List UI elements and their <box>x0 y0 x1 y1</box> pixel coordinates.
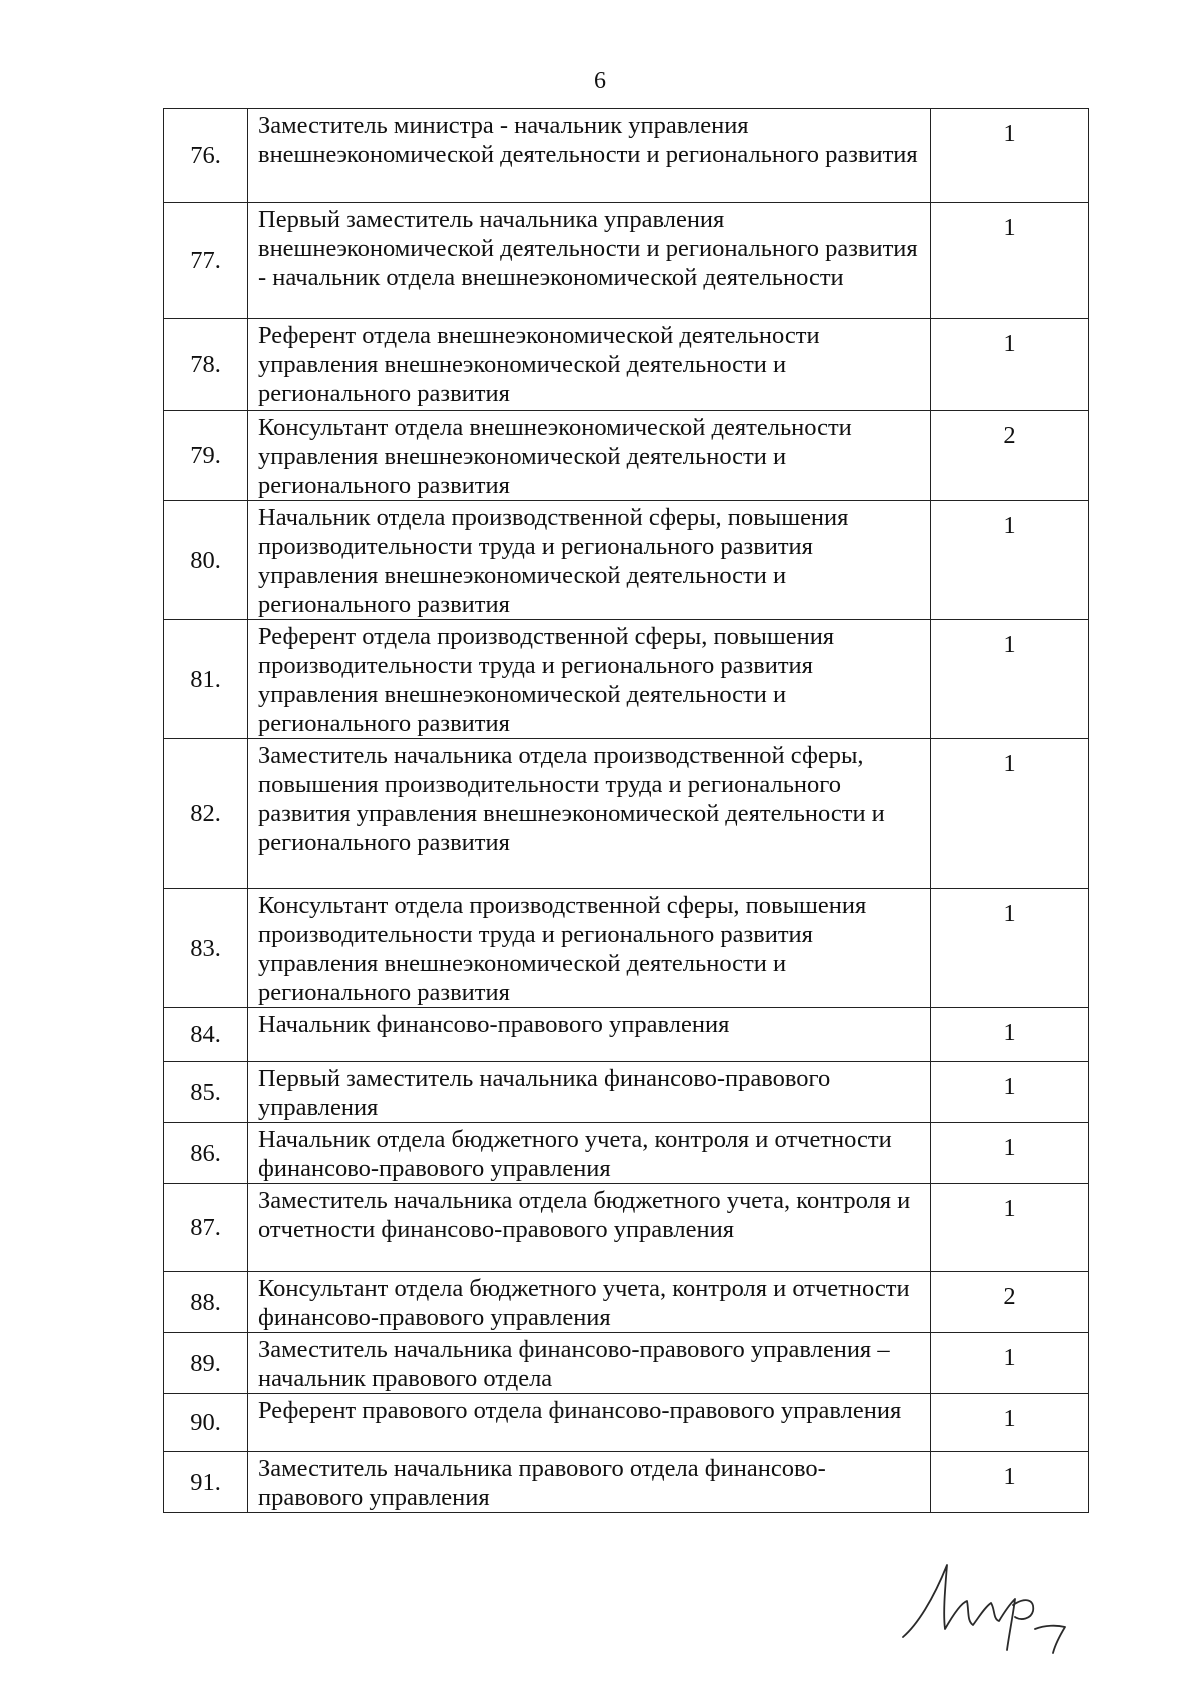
position-count: 1 <box>931 889 1089 1008</box>
position-title: Начальник отдела производственной сферы, повышения производительности труда и регионального развития управления внешнеэкономической деятельности и регионального развития <box>248 501 931 620</box>
position-count: 1 <box>931 109 1089 203</box>
table-row <box>164 1272 1089 1333</box>
row-number: 81. <box>164 620 248 739</box>
table-row <box>164 411 1089 501</box>
row-number: 88. <box>164 1272 248 1333</box>
row-number: 91. <box>164 1452 248 1513</box>
table-row <box>164 1008 1089 1062</box>
position-count: 2 <box>931 411 1089 501</box>
position-count: 1 <box>931 739 1089 889</box>
position-count: 1 <box>931 203 1089 319</box>
row-number: 83. <box>164 889 248 1008</box>
position-title: Заместитель министра - начальник управления внешнеэкономической деятельности и регионального развития <box>248 109 931 203</box>
table-row <box>164 1394 1089 1452</box>
position-count: 1 <box>931 1394 1089 1452</box>
position-count: 1 <box>931 1184 1089 1272</box>
row-number: 89. <box>164 1333 248 1394</box>
table-row <box>164 1123 1089 1184</box>
row-number: 85. <box>164 1062 248 1123</box>
position-title: Заместитель начальника финансово-правового управления – начальник правового отдела <box>248 1333 931 1394</box>
position-title: Заместитель начальника правового отдела финансово-правового управления <box>248 1452 931 1513</box>
position-title: Начальник финансово-правового управления <box>248 1008 931 1062</box>
position-title: Начальник отдела бюджетного учета, контроля и отчетности финансово-правового управления <box>248 1123 931 1184</box>
table-row <box>164 319 1089 411</box>
position-count: 1 <box>931 501 1089 620</box>
position-count: 1 <box>931 1008 1089 1062</box>
row-number: 84. <box>164 1008 248 1062</box>
position-title: Консультант отдела производственной сферы, повышения производительности труда и регионального развития управления внешнеэкономической деятельности и регионального развития <box>248 889 931 1008</box>
handwritten-signature <box>895 1545 1075 1655</box>
position-title: Референт правового отдела финансово-правового управления <box>248 1394 931 1452</box>
position-title: Консультант отдела внешнеэкономической деятельности управления внешнеэкономической деятельности и регионального развития <box>248 411 931 501</box>
position-count: 1 <box>931 1333 1089 1394</box>
table-row <box>164 1184 1089 1272</box>
table-row <box>164 1452 1089 1513</box>
row-number: 76. <box>164 109 248 203</box>
position-title: Первый заместитель начальника финансово-правового управления <box>248 1062 931 1123</box>
position-count: 1 <box>931 1452 1089 1513</box>
position-count: 1 <box>931 1062 1089 1123</box>
row-number: 78. <box>164 319 248 411</box>
table-row <box>164 620 1089 739</box>
table-row <box>164 1062 1089 1123</box>
table-row <box>164 1333 1089 1394</box>
row-number: 82. <box>164 739 248 889</box>
position-title: Заместитель начальника отдела бюджетного учета, контроля и отчетности финансово-правового управления <box>248 1184 931 1272</box>
position-count: 1 <box>931 319 1089 411</box>
position-title: Первый заместитель начальника управления внешнеэкономической деятельности и регионального развития - начальник отдела внешнеэкономической деятельности <box>248 203 931 319</box>
table-row <box>164 203 1089 319</box>
position-count: 2 <box>931 1272 1089 1333</box>
position-count: 1 <box>931 620 1089 739</box>
row-number: 77. <box>164 203 248 319</box>
position-title: Референт отдела внешнеэкономической деятельности управления внешнеэкономической деятельности и регионального развития <box>248 319 931 411</box>
row-number: 79. <box>164 411 248 501</box>
staff-positions-table <box>163 108 1089 1513</box>
position-title: Референт отдела производственной сферы, повышения производительности труда и регионального развития управления внешнеэкономической деятельности и регионального развития <box>248 620 931 739</box>
position-title: Заместитель начальника отдела производственной сферы, повышения производительности труда и регионального развития управления внешнеэкономической деятельности и регионального развития <box>248 739 931 889</box>
position-title: Консультант отдела бюджетного учета, контроля и отчетности финансово-правового управления <box>248 1272 931 1333</box>
table-row <box>164 739 1089 889</box>
position-count: 1 <box>931 1123 1089 1184</box>
table-row <box>164 501 1089 620</box>
page-number: 6 <box>594 68 606 94</box>
row-number: 90. <box>164 1394 248 1452</box>
row-number: 80. <box>164 501 248 620</box>
row-number: 86. <box>164 1123 248 1184</box>
table-row <box>164 109 1089 203</box>
row-number: 87. <box>164 1184 248 1272</box>
table-row <box>164 889 1089 1008</box>
